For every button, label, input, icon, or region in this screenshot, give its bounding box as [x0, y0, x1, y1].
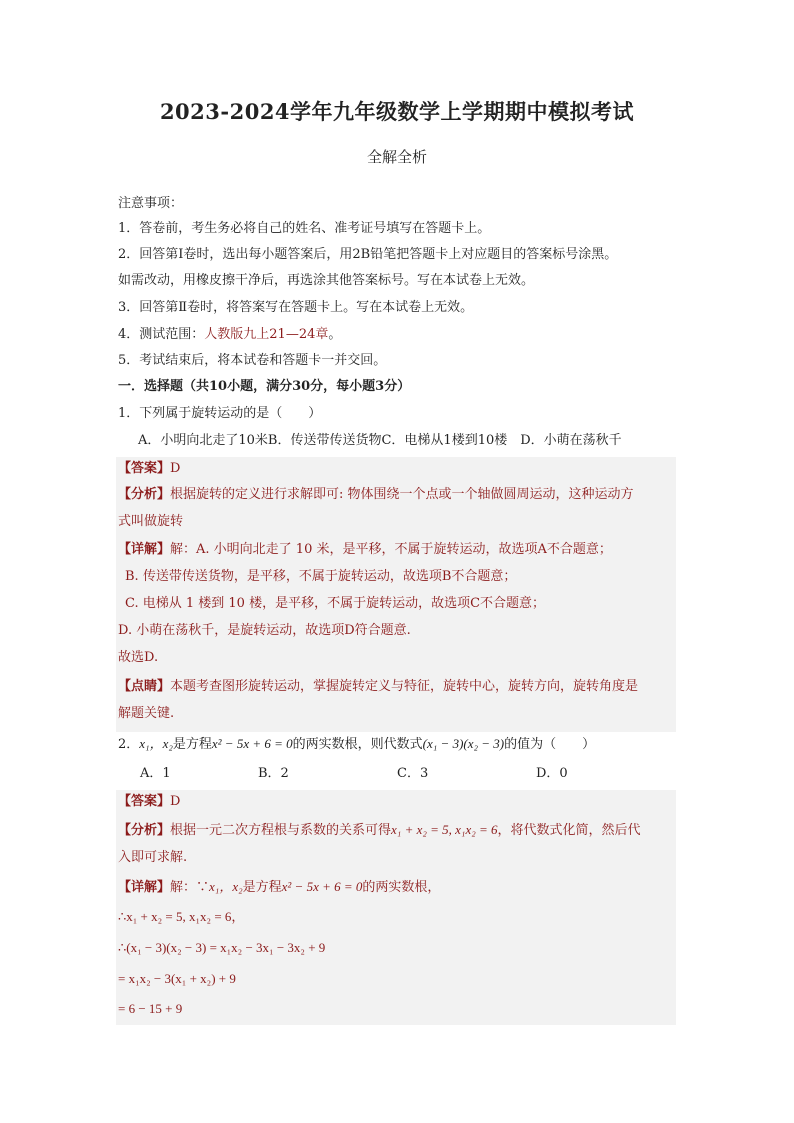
analysis-text-2: ，将代数式化简，然后代	[497, 823, 641, 838]
q2-stem-text-3: 的值为（ ）	[504, 737, 596, 752]
notes-item-1: 1．答卷前，考生务必将自己的姓名、准考证号填写在答题卡上。	[118, 221, 491, 236]
detail-text-3: 的两实数根，	[362, 880, 441, 895]
notes-item-2-cont: 如需改动，用橡皮擦干净后，再选涂其他答案标号。写在本试卷上无效。	[118, 273, 535, 288]
analysis-equation: x₁ + x₂ = 5, x₁x₂ = 6	[391, 822, 498, 837]
answer-tag: 【答案】	[118, 794, 171, 809]
q2-step-3: = x₁x₂ − 3(x₁ + x₂) + 9	[118, 971, 236, 986]
analysis-tag: 【分析】	[118, 487, 171, 502]
answer-value: D	[170, 794, 181, 809]
q2-step-4: = 6 − 15 + 9	[118, 1001, 183, 1016]
q1-answer	[118, 459, 180, 479]
notes-item-4-prefix: 4．测试范围：	[118, 327, 205, 342]
q1-detail-line-3: C. 电梯从 1 楼到 10 楼，是平移，不属于旋转运动，故选项C不合题意；	[125, 596, 546, 611]
q2-analysis-line-1	[118, 820, 641, 841]
q1-options: A．小明向北走了10米B．传送带传送货物C．电梯从1楼到10楼 D．小萌在荡秋千	[138, 433, 622, 448]
q1-detail-line-1	[118, 540, 612, 560]
q2-expression: (x₁ − 3)(x₂ − 3)	[422, 736, 505, 751]
detail-tag: 【详解】	[118, 542, 171, 557]
notes-item-4	[118, 325, 341, 345]
detail-roots: x₁，x₂	[209, 879, 243, 894]
q2-option-b: B．2	[258, 766, 289, 781]
answer-value: D	[170, 461, 181, 476]
document-title: 2023-2024学年九年级数学上学期期中模拟考试	[159, 99, 635, 124]
detail-tag: 【详解】	[118, 880, 171, 895]
q1-point-line-2: 解题关键.	[118, 706, 175, 721]
q2-option-d: D．0	[536, 766, 568, 781]
q1-detail-line-5: 故选D.	[118, 650, 159, 665]
q1-analysis-line-1	[118, 485, 634, 505]
q2-detail-line-1	[118, 877, 440, 898]
analysis-text: 根据旋转的定义进行求解即可: 物体围绕一个点或一个轴做圆周运动，这种运动方	[170, 487, 634, 502]
answer-tag: 【答案】	[118, 461, 171, 476]
test-range: 人教版九上21—24章	[204, 327, 329, 342]
detail-text-2: 是方程	[242, 880, 282, 895]
section-heading: 一．选择题（共10小题，满分30分，每小题3分）	[118, 379, 411, 394]
q2-stem	[118, 734, 595, 755]
notes-item-2: 2．回答第Ⅰ卷时，选出每小题答案后，用2B铅笔把答题卡上对应题目的答案标号涂黑。	[118, 247, 618, 262]
analysis-text-1: 根据一元二次方程根与系数的关系可得	[170, 823, 392, 838]
point-tag: 【点睛】	[118, 679, 171, 694]
q2-step-2: ∴(x₁ − 3)(x₂ − 3) = x₁x₂ − 3x₁ − 3x₂ + 9	[118, 940, 326, 955]
notes-item-4-suffix: 。	[328, 327, 342, 342]
q2-roots: x₁，x₂	[139, 736, 173, 751]
notes-item-3: 3．回答第Ⅱ卷时，将答案写在答题卡上。写在本试卷上无效。	[118, 300, 474, 315]
analysis-tag: 【分析】	[118, 823, 171, 838]
document-subtitle: 全解全析	[366, 148, 427, 166]
q1-stem: 1．下列属于旋转运动的是（ ）	[118, 406, 322, 421]
q2-equation: x² − 5x + 6 = 0	[211, 736, 293, 751]
q1-point-line-1	[118, 677, 638, 697]
q2-stem-text-2: 的两实数根，则代数式	[292, 737, 423, 752]
q2-answer	[118, 792, 180, 812]
q2-analysis-line-2: 入即可求解.	[118, 850, 188, 865]
notes-heading: 注意事项：	[118, 196, 184, 211]
detail-text-1: 解：∵	[170, 880, 210, 895]
q2-stem-text-1: 是方程	[172, 737, 212, 752]
detail-equation: x² − 5x + 6 = 0	[281, 879, 363, 894]
point-text: 本题考查图形旋转运动，掌握旋转定义与特征，旋转中心，旋转方向，旋转角度是	[170, 679, 639, 694]
q2-step-1: ∴x₁ + x₂ = 5, x₁x₂ = 6，	[118, 909, 245, 924]
q2-option-c: C．3	[397, 766, 429, 781]
q1-detail-line-2: B. 传送带传送货物，是平移，不属于旋转运动，故选项B不合题意；	[125, 569, 517, 584]
q2-option-a: A．1	[140, 766, 171, 781]
q2-number: 2．	[118, 737, 140, 752]
detail-text: 解：A. 小明向北走了 10 米，是平移，不属于旋转运动，故选项A不合题意；	[170, 542, 612, 557]
q1-analysis-line-2: 式叫做旋转	[118, 514, 184, 529]
q1-detail-line-4: D. 小萌在荡秋千，是旋转运动，故选项D符合题意.	[118, 623, 411, 638]
notes-item-5: 5．考试结束后，将本试卷和答题卡一并交回。	[118, 353, 387, 368]
